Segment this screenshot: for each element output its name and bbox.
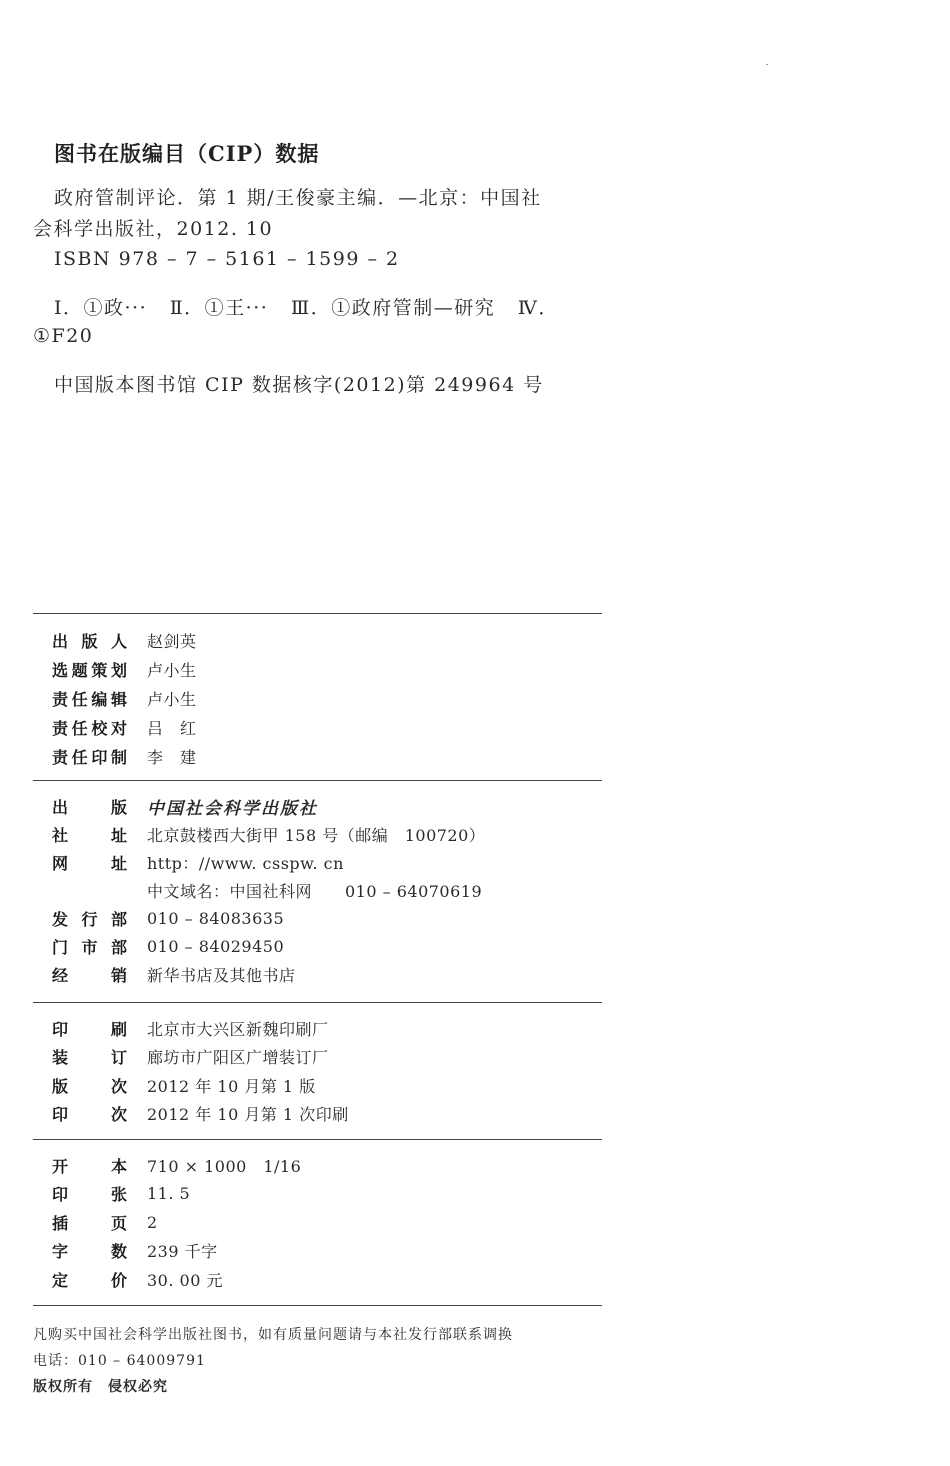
field-value: 010 – 84029450 [147, 936, 285, 956]
field-label [52, 907, 127, 930]
field-value: http：//www. csspw. cn [147, 853, 344, 873]
staff-row [52, 627, 197, 653]
divider [33, 613, 602, 614]
cip-record-number: 中国版本图书馆 CIP 数据核字(2012)第 249964 号 [54, 374, 544, 396]
label-char: 刷 [110, 1019, 127, 1039]
specs-row [52, 1152, 301, 1178]
divider [33, 1305, 602, 1306]
cip-classification-1: Ⅰ．①政··· Ⅱ．①王··· Ⅲ．①政府管制—研究 Ⅳ． [54, 297, 559, 319]
label-char: 址 [110, 853, 127, 873]
field-label [52, 1074, 127, 1097]
cip-isbn: ISBN 978 – 7 – 5161 – 1599 – 2 [54, 248, 400, 270]
label-char: 价 [110, 1270, 127, 1290]
field-value: 010 – 84083635 [147, 908, 285, 928]
scan-speck [766, 64, 768, 65]
field-value: 11. 5 [147, 1184, 191, 1203]
publisher-row [52, 961, 296, 987]
field-label [52, 1102, 127, 1125]
publisher-row [52, 933, 284, 959]
field-label [52, 963, 127, 986]
footer-rights: 版权所有 侵权必究 [33, 1379, 168, 1395]
label-char: 印 [52, 1019, 69, 1039]
field-value: 吕 红 [147, 718, 197, 738]
label-char: 校 [91, 718, 108, 738]
printing-row [52, 1015, 329, 1041]
publisher-row [52, 905, 284, 931]
field-label [52, 823, 127, 846]
label-char: 任 [71, 689, 88, 709]
specs-row [52, 1209, 158, 1235]
field-label [52, 1182, 127, 1205]
label-char: 出 [52, 797, 69, 817]
field-label [52, 716, 127, 739]
label-char: 印 [91, 747, 108, 767]
field-value: 北京市大兴区新魏印刷厂 [147, 1019, 329, 1039]
field-value: 赵剑英 [147, 631, 197, 651]
field-value: 中文域名：中国社科网 010 – 64070619 [147, 881, 483, 901]
label-char: 定 [52, 1270, 69, 1290]
field-value: 廊坊市广阳区广增装订厂 [147, 1048, 329, 1067]
staff-row [52, 743, 197, 769]
cip-line-2: 会科学出版社，2012. 10 [33, 218, 274, 240]
field-label [52, 1268, 127, 1291]
label-char: 策 [91, 660, 108, 680]
field-label [52, 1017, 127, 1040]
label-char: 开 [52, 1156, 69, 1176]
divider [33, 780, 602, 781]
divider [33, 1139, 602, 1140]
footer-notice: 凡购买中国社会科学出版社图书，如有质量问题请与本社发行部联系调换 [33, 1327, 513, 1343]
label-char: 编 [91, 689, 108, 709]
label-char: 页 [110, 1213, 127, 1233]
label-char: 次 [110, 1105, 127, 1124]
field-label [52, 629, 127, 652]
label-char: 制 [110, 747, 127, 767]
label-char: 版 [81, 631, 98, 651]
staff-row [52, 685, 197, 711]
divider [33, 1002, 602, 1003]
field-value: 北京鼓楼西大街甲 158 号（邮编 100720） [147, 825, 486, 845]
field-label [52, 795, 127, 818]
field-label [52, 1045, 127, 1068]
label-char: 任 [71, 747, 88, 767]
label-char: 任 [71, 718, 88, 738]
field-label [52, 687, 127, 710]
field-label [52, 935, 127, 958]
label-char: 责 [52, 747, 69, 767]
label-char: 市 [81, 937, 98, 957]
field-label [52, 658, 127, 681]
label-char: 次 [110, 1076, 127, 1096]
field-value: 710 × 1000 1/16 [147, 1156, 302, 1176]
cip-classification-2: ①F20 [33, 325, 94, 347]
publisher-row [52, 877, 482, 903]
staff-row [52, 656, 197, 682]
cip-title: 图书在版编目（CIP）数据 [54, 141, 320, 166]
label-char: 题 [71, 660, 88, 680]
printing-row [52, 1072, 316, 1098]
label-char: 对 [110, 718, 127, 738]
field-value: 30. 00 元 [147, 1270, 223, 1290]
field-value: 新华书店及其他书店 [147, 965, 296, 985]
specs-row [52, 1181, 190, 1207]
field-value: 卢小生 [147, 689, 197, 709]
label-char: 本 [110, 1156, 127, 1176]
label-char: 装 [52, 1048, 69, 1067]
field-value: 2012 年 10 月第 1 版 [147, 1076, 316, 1096]
footer-phone: 电话：010 – 64009791 [33, 1353, 206, 1369]
publisher-row [52, 821, 485, 847]
label-char: 人 [110, 631, 127, 651]
field-value: 2012 年 10 月第 1 次印刷 [147, 1105, 349, 1124]
label-char: 责 [52, 689, 69, 709]
label-char: 订 [110, 1048, 127, 1067]
label-char: 网 [52, 853, 69, 873]
publisher-logo-text: 中国社会科学出版社 [147, 798, 318, 819]
label-char: 字 [52, 1242, 69, 1261]
field-value: 李 建 [147, 747, 197, 767]
label-char: 张 [110, 1185, 127, 1204]
label-char: 销 [110, 965, 127, 985]
publisher-row [52, 849, 344, 875]
staff-row [52, 714, 197, 740]
field-label [52, 1154, 127, 1177]
label-char: 责 [52, 718, 69, 738]
field-label [52, 1211, 127, 1234]
label-char: 社 [52, 825, 69, 845]
label-char: 部 [110, 909, 127, 929]
label-char: 划 [110, 660, 127, 680]
label-char: 数 [110, 1242, 127, 1261]
label-char: 辑 [110, 689, 127, 709]
label-char: 门 [52, 937, 69, 957]
publisher-row [52, 793, 318, 819]
label-char: 版 [110, 797, 127, 817]
label-char: 版 [52, 1076, 69, 1096]
cip-line-1: 政府管制评论．第 1 期/王俊豪主编．—北京：中国社 [54, 187, 542, 209]
label-char: 部 [110, 937, 127, 957]
printing-row [52, 1044, 329, 1070]
label-char: 印 [52, 1105, 69, 1124]
field-label [52, 851, 127, 874]
label-char: 发 [52, 909, 69, 929]
label-char: 插 [52, 1213, 69, 1233]
label-char: 出 [52, 631, 69, 651]
printing-row [52, 1101, 349, 1127]
field-value: 239 千字 [147, 1242, 218, 1261]
field-value: 2 [147, 1212, 158, 1232]
label-char: 行 [81, 909, 98, 929]
specs-row [52, 1238, 218, 1264]
label-char: 址 [110, 825, 127, 845]
field-value: 卢小生 [147, 660, 197, 680]
label-char: 经 [52, 965, 69, 985]
label-char: 印 [52, 1185, 69, 1204]
label-char: 选 [52, 660, 69, 680]
field-label [52, 1239, 127, 1262]
specs-row [52, 1266, 223, 1292]
field-label [52, 745, 127, 768]
